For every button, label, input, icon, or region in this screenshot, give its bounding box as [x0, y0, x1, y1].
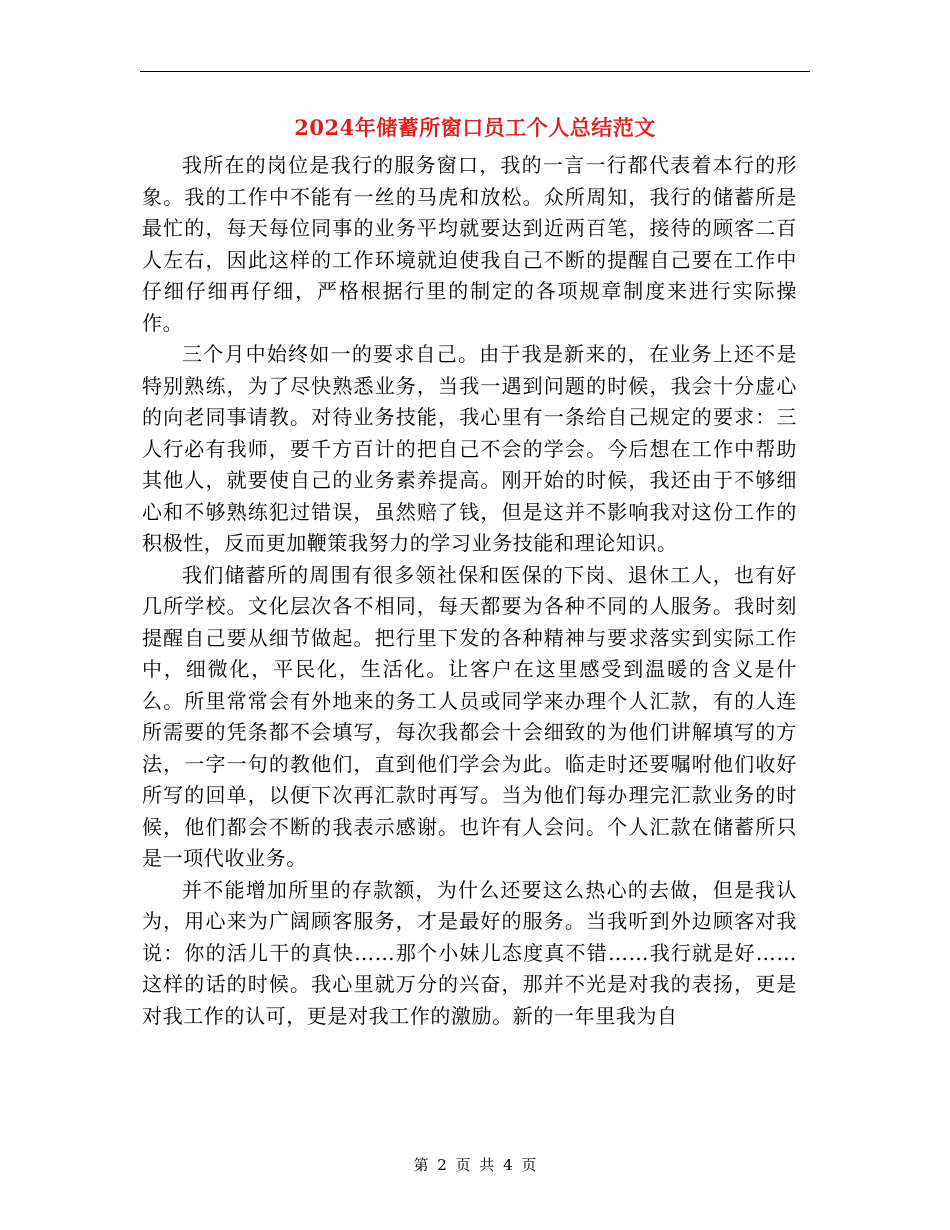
paragraph: 三个月中始终如一的要求自己。由于我是新来的，在业务上还不是特别熟练，为了尽快熟悉业务，当我一遇到问题的时候，我会十分虚心的向老同事请教。对待业务技能，我心里有一条给自己规定的要求：三人行必有我师，要千方百计的把自己不会的学会。今后想在工作中帮助其他人，就要使自己的业务素养提高。刚开始的时候，我还由于不够细心和不够熟练犯过错误，虽然赔了钱，但是这并不影响我对这份工作的积极性，反而更加鞭策我努力的学习业务技能和理论知识。	[142, 342, 797, 555]
document-title: 2024年储蓄所窗口员工个人总结范文	[294, 115, 656, 140]
paragraph: 并不能增加所里的存款额，为什么还要这么热心的去做，但是我认为，用心来为广阔顾客服务，才是最好的服务。当我听到外边顾客对我说：你的活儿干的真快……那个小妹儿态度真不错……我行就是好……这样的话的时候。我心里就万分的兴奋，那并不光是对我的表扬，更是对我工作的认可，更是对我工作的激励。新的一年里我为自	[142, 877, 797, 1028]
paragraph: 我们储蓄所的周围有很多领社保和医保的下岗、退休工人，也有好几所学校。文化层次各不相同，每天都要为各种不同的人服务。我时刻提醒自己要从细节做起。把行里下发的各种精神与要求落实到实际工作中，细微化，平民化，生活化。让客户在这里感受到温暖的含义是什么。所里常常会有外地来的务工人员或同学来办理个人汇款，有的人连所需要的凭条都不会填写，每次我都会十会细致的为他们讲解填写的方法，一字一句的教他们，直到他们学会为此。临走时还要嘱咐他们收好所写的回单，以便下次再汇款时再写。当为他们每办理完汇款业务的时候，他们都会不断的我表示感谢。也许有人会问。个人汇款在储蓄所只是一项代收业务。	[142, 562, 797, 870]
page-number: 第 2 页 共 4 页	[413, 1156, 537, 1174]
header-rule	[140, 71, 810, 72]
paragraph: 我所在的岗位是我行的服务窗口，我的一言一行都代表着本行的形象。我的工作中不能有一丝的马虎和放松。众所周知，我行的储蓄所是最忙的，每天每位同事的业务平均就要达到近两百笔，接待的顾客二百人左右，因此这样的工作环境就迫使我自己不断的提醒自己要在工作中仔细仔细再仔细，严格根据行里的制定的各项规章制度来进行实际操作。	[142, 153, 797, 335]
document-body	[142, 150, 797, 1032]
